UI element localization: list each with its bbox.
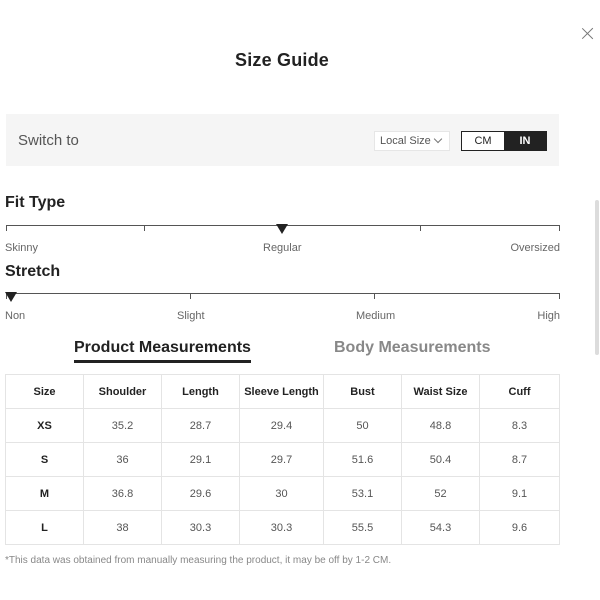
table-cell: 53.1	[324, 477, 402, 511]
measurement-note: *This data was obtained from manually measuring the product, it may be off by 1-2 CM.	[5, 555, 392, 566]
table-cell: 9.1	[480, 477, 560, 511]
table-cell: 54.3	[402, 511, 480, 545]
fit-type-tick	[6, 225, 7, 231]
table-cell: 29.7	[240, 443, 324, 477]
stretch-tick	[559, 293, 560, 299]
dialog-title: Size Guide	[234, 50, 330, 70]
table-cell: XS	[6, 409, 84, 443]
unit-toggle	[461, 131, 547, 151]
table-cell: 30.3	[162, 511, 240, 545]
tab-product-measurements[interactable]: Product Measurements	[74, 339, 251, 363]
stretch-tick	[190, 293, 191, 299]
fit-type-tick	[420, 225, 421, 231]
size-table	[5, 374, 560, 545]
table-cell: 28.7	[162, 409, 240, 443]
table-cell: 36	[84, 443, 162, 477]
fit-type-label-skinny: Skinny	[5, 242, 39, 254]
fit-type-tick	[144, 225, 145, 231]
stretch-label-non: Non	[5, 310, 26, 322]
table-row	[6, 511, 560, 545]
fit-type-tick	[559, 225, 560, 231]
fit-type-heading: Fit Type	[5, 194, 66, 211]
table-cell: 30.3	[240, 511, 324, 545]
table-cell: 36.8	[84, 477, 162, 511]
unit-cm-button[interactable]: CM	[462, 132, 504, 150]
table-cell: S	[6, 443, 84, 477]
column-header-cuff: Cuff	[480, 375, 560, 409]
unit-in-button[interactable]: IN	[504, 132, 546, 150]
chevron-down-icon	[434, 135, 442, 143]
table-cell: 50	[324, 409, 402, 443]
switch-label: Switch to	[18, 132, 79, 149]
scrollbar[interactable]	[595, 200, 599, 355]
tab-body-measurements[interactable]: Body Measurements	[334, 339, 491, 356]
local-size-dropdown[interactable]	[374, 131, 450, 151]
table-row	[6, 443, 560, 477]
column-header-bust: Bust	[324, 375, 402, 409]
table-header-row	[6, 375, 560, 409]
stretch-label-medium: Medium	[356, 310, 396, 322]
stretch-indicator-icon	[5, 292, 17, 302]
table-row	[6, 477, 560, 511]
table-cell: 50.4	[402, 443, 480, 477]
table-cell: 30	[240, 477, 324, 511]
column-header-shoulder: Shoulder	[84, 375, 162, 409]
stretch-line	[6, 293, 560, 294]
table-cell: 48.8	[402, 409, 480, 443]
table-cell: 8.3	[480, 409, 560, 443]
column-header-length: Length	[162, 375, 240, 409]
column-header-waist-size: Waist Size	[402, 375, 480, 409]
table-cell: 52	[402, 477, 480, 511]
table-cell: 29.4	[240, 409, 324, 443]
local-size-label: Local Size	[380, 135, 431, 147]
table-cell: 38	[84, 511, 162, 545]
fit-type-indicator-icon	[276, 224, 288, 234]
column-header-sleeve-length: Sleeve Length	[240, 375, 324, 409]
stretch-label-high: High	[537, 310, 560, 322]
table-cell: 51.6	[324, 443, 402, 477]
table-cell: 29.6	[162, 477, 240, 511]
table-row	[6, 409, 560, 443]
column-header-size: Size	[6, 375, 84, 409]
unit-switch-bar	[6, 114, 559, 166]
table-cell: 55.5	[324, 511, 402, 545]
table-cell: L	[6, 511, 84, 545]
table-cell: 35.2	[84, 409, 162, 443]
table-cell: 29.1	[162, 443, 240, 477]
table-cell: M	[6, 477, 84, 511]
stretch-tick	[374, 293, 375, 299]
fit-type-label-oversized: Oversized	[510, 242, 560, 254]
stretch-heading: Stretch	[5, 263, 61, 280]
stretch-label-slight: Slight	[177, 310, 205, 322]
table-cell: 9.6	[480, 511, 560, 545]
fit-type-label-regular: Regular	[263, 242, 302, 254]
table-cell: 8.7	[480, 443, 560, 477]
close-icon[interactable]	[580, 26, 596, 42]
